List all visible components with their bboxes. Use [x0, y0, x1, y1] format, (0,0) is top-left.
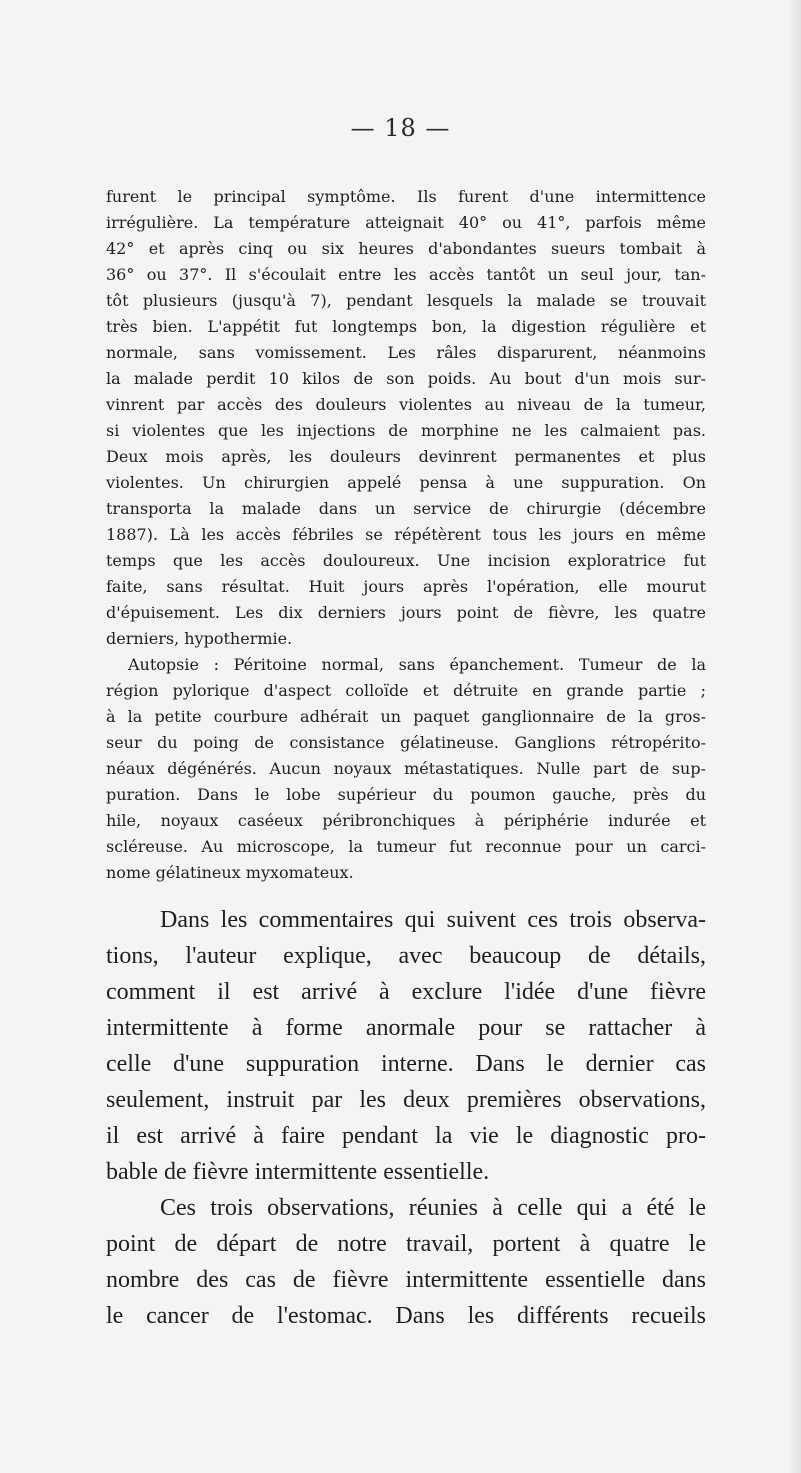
text-line: très bien. L'appétit fut longtemps bon, la digestion régulière et	[106, 317, 706, 336]
text-line: point de départ de notre travail, portent à quatre le	[106, 1231, 706, 1257]
page-number: — 18 —	[350, 114, 451, 142]
text-line: celle d'une suppuration interne. Dans le dernier cas	[106, 1051, 706, 1077]
text-line: normale, sans vomissement. Les râles disparurent, néanmoins	[106, 343, 706, 362]
text-line: faite, sans résultat. Huit jours après l'opération, elle mourut	[106, 577, 706, 596]
observation-paragraph	[106, 184, 706, 886]
text-line: temps que les accès douloureux. Une incision exploratrice fut	[106, 551, 706, 570]
text-line: 1887). Là les accès fébriles se répétèrent tous les jours en même	[106, 525, 706, 544]
text-line: intermittente à forme anormale pour se rattacher à	[106, 1015, 706, 1041]
text-line: puration. Dans le lobe supérieur du poumon gauche, près du	[106, 785, 706, 804]
text-line: transporta la malade dans un service de chirurgie (décembre	[106, 499, 706, 518]
page-edge-shadow	[787, 0, 801, 1473]
text-line: hile, noyaux caséeux péribronchiques à périphérie indurée et	[106, 811, 706, 830]
text-line: la malade perdit 10 kilos de son poids. Au bout d'un mois sur-	[106, 369, 706, 388]
text-line: néaux dégénérés. Aucun noyaux métastatiques. Nulle part de sup-	[106, 759, 706, 778]
text-line: tions, l'auteur explique, avec beaucoup de détails,	[106, 943, 706, 969]
text-line: tôt plusieurs (jusqu'à 7), pendant lesquels la malade se trouvait	[106, 291, 706, 310]
text-line: Autopsie : Péritoine normal, sans épanchement. Tumeur de la	[128, 655, 706, 674]
text-line: Ces trois observations, réunies à celle qui a été le	[160, 1195, 706, 1221]
text-line: il est arrivé à faire pendant la vie le diagnostic pro-	[106, 1123, 706, 1149]
text-line: 36° ou 37°. Il s'écoulait entre les accès tantôt un seul jour, tan-	[106, 265, 706, 284]
text-line: 42° et après cinq ou six heures d'abondantes sueurs tombait à	[106, 239, 706, 258]
text-line: si violentes que les injections de morphine ne les calmaient pas.	[106, 421, 706, 440]
text-line: seulement, instruit par les deux premières observations,	[106, 1087, 706, 1113]
text-line: le cancer de l'estomac. Dans les différents recueils	[106, 1303, 706, 1329]
text-line: violentes. Un chirurgien appelé pensa à une suppuration. On	[106, 473, 706, 492]
text-line: nombre des cas de fièvre intermittente essentielle dans	[106, 1267, 706, 1293]
commentary-paragraph	[106, 902, 706, 1334]
text-line: bable de fièvre intermittente essentielle.	[106, 1159, 490, 1185]
text-line: Dans les commentaires qui suivent ces trois observa-	[160, 907, 706, 933]
text-line: derniers, hypothermie.	[106, 629, 293, 648]
text-line: scléreuse. Au microscope, la tumeur fut reconnue pour un carci-	[106, 837, 706, 856]
text-line: irrégulière. La température atteignait 40° ou 41°, parfois même	[106, 213, 706, 232]
text-line: seur du poing de consistance gélatineuse. Ganglions rétropérito-	[106, 733, 706, 752]
text-line: comment il est arrivé à exclure l'idée d'une fièvre	[106, 979, 706, 1005]
text-line: Deux mois après, les douleurs devinrent permanentes et plus	[106, 447, 706, 466]
text-line: nome gélatineux myxomateux.	[106, 863, 354, 882]
text-line: à la petite courbure adhérait un paquet ganglionnaire de la gros-	[106, 707, 706, 726]
text-line: région pylorique d'aspect colloïde et détruite en grande partie ;	[106, 681, 706, 700]
text-line: vinrent par accès des douleurs violentes au niveau de la tumeur,	[106, 395, 706, 414]
text-line: d'épuisement. Les dix derniers jours point de fièvre, les quatre	[106, 603, 706, 622]
text-line: furent le principal symptôme. Ils furent d'une intermittence	[106, 187, 706, 206]
